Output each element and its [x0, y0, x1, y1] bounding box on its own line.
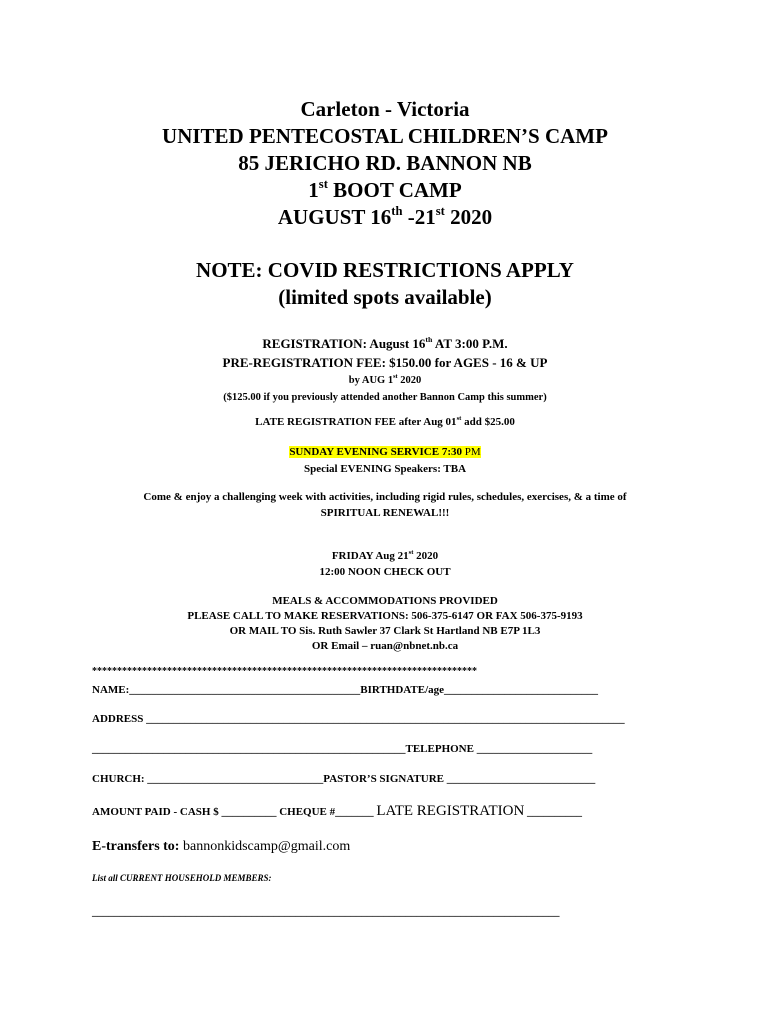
name-birthdate-field[interactable]: NAME:__________________________________________BIRTHDATE/age____________________________ — [92, 684, 599, 696]
sunday-service — [0, 444, 770, 478]
registration-info — [0, 334, 770, 406]
discount-note: ($125.00 if you previously attended another Bannon Camp this summer) — [223, 392, 547, 403]
phone-fax: PLEASE CALL TO MAKE RESERVATIONS: 506-375-6147 OR FAX 506-375-9193 — [187, 610, 583, 622]
covid-note — [0, 257, 770, 311]
mailing-address: OR MAIL TO Sis. Ruth Sawler 37 Clark St Hartland NB E7P 1L3 — [229, 625, 541, 637]
invitation-line-1: Come & enjoy a challenging week with activities, including rigid rules, schedules, exercises, & a time of — [143, 491, 627, 503]
address-field[interactable]: ADDRESS _______________________________________________________________________________________ — [92, 713, 625, 725]
etransfer-email: bannonkidscamp@gmail.com — [182, 839, 351, 854]
preregistration-fee: PRE-REGISTRATION FEE: $150.00 for AGES - 16 & UP — [222, 355, 548, 370]
meals-provided: MEALS & ACCOMMODATIONS PROVIDED — [272, 595, 498, 607]
header-dates: AUGUST 16th -21st 2020 — [277, 203, 493, 229]
separator-stars: ***************************************************************************** — [92, 666, 477, 677]
sunday-service-time — [0, 444, 770, 461]
invitation-line-2: SPIRITUAL RENEWAL!!! — [320, 507, 450, 519]
amount-paid-field[interactable]: AMOUNT PAID - CASH $ __________ CHEQUE #_______ LATE REGISTRATION __________ — [92, 803, 583, 819]
contact-email: OR Email – ruan@nbnet.nb.ca — [311, 640, 459, 652]
household-members-label: List all CURRENT HOUSEHOLD MEMBERS: — [92, 873, 272, 883]
evening-speakers: Special EVENING Speakers: TBA — [303, 463, 467, 475]
invitation-text — [0, 489, 770, 521]
late-fee: LATE REGISTRATION FEE after Aug 01st add $25.00 — [255, 414, 515, 428]
header-camp-name: UNITED PENTECOSTAL CHILDREN’S CAMP — [162, 124, 608, 148]
etransfer-info: E-transfers to: bannonkidscamp@gmail.com — [92, 839, 351, 854]
preregistration-deadline: by AUG 1st 2020 — [348, 372, 422, 386]
covid-note-subtitle: (limited spots available) — [278, 285, 492, 309]
church-signature-field[interactable]: CHURCH: ________________________________PASTOR’S SIGNATURE ___________________________ — [92, 773, 596, 785]
contact-info — [0, 594, 770, 654]
checkout-info — [0, 548, 770, 580]
header-region: Carleton - Victoria — [300, 97, 470, 121]
household-members-field[interactable]: _____________________________________________________________________________________ — [92, 906, 560, 918]
registration-time: REGISTRATION: August 16th AT 3:00 P.M. — [262, 334, 508, 351]
document-header — [0, 96, 770, 231]
checkout-time: 12:00 NOON CHECK OUT — [319, 566, 451, 578]
highlighted-text: SUNDAY EVENING SERVICE 7:30 PM — [289, 446, 481, 458]
header-address: 85 JERICHO RD. BANNON NB — [238, 151, 532, 175]
covid-note-title: NOTE: COVID RESTRICTIONS APPLY — [196, 258, 574, 282]
telephone-field[interactable]: _________________________________________________________TELEPHONE _____________________ — [92, 743, 593, 755]
header-boot-camp: 1st BOOT CAMP — [308, 176, 462, 202]
checkout-date: FRIDAY Aug 21st 2020 — [331, 548, 439, 562]
